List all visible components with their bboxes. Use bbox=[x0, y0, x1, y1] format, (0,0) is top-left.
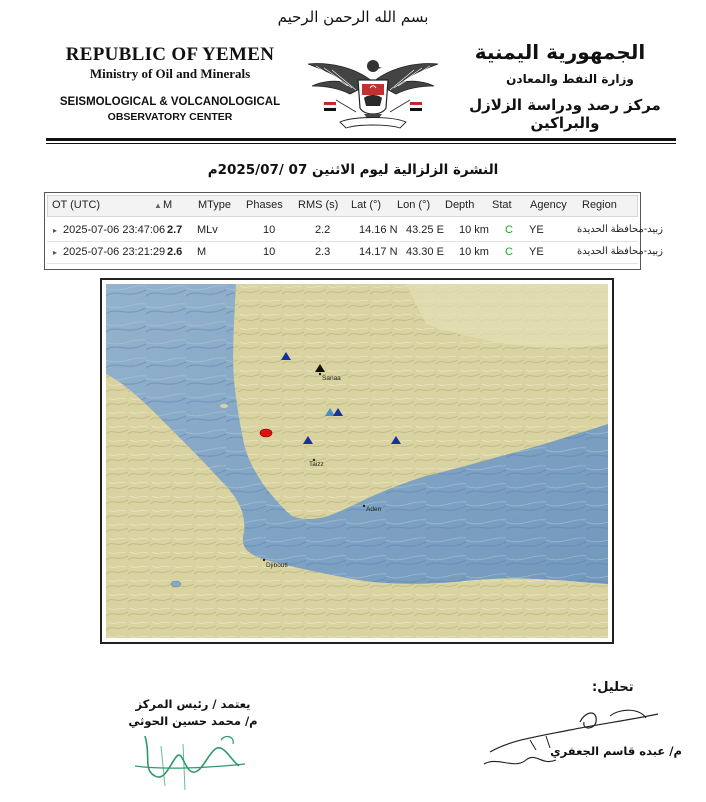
cell-rms: 2.3 bbox=[315, 246, 331, 258]
map-canvas bbox=[106, 284, 608, 638]
basmala: بسم الله الرحمن الرحيم bbox=[277, 8, 429, 26]
cell-ot: 2025-07-06 23:21:29 bbox=[63, 246, 166, 258]
col-region[interactable]: Region bbox=[582, 199, 617, 211]
expand-chevron-icon[interactable]: ▸ bbox=[53, 248, 58, 257]
cell-lat: 14.16 N bbox=[359, 224, 398, 236]
col-stat[interactable]: Stat bbox=[492, 199, 512, 211]
col-depth[interactable]: Depth bbox=[445, 199, 475, 211]
col-ot[interactable]: OT (UTC) bbox=[52, 199, 101, 211]
cell-depth: 10 km bbox=[459, 246, 489, 258]
country-name-en: REPUBLIC OF YEMEN bbox=[65, 44, 275, 65]
city-label-taizz: Taizz bbox=[309, 461, 324, 468]
col-phases[interactable]: Phases bbox=[246, 199, 283, 211]
col-mtype[interactable]: MType bbox=[198, 199, 232, 211]
cell-stat: C bbox=[505, 224, 513, 236]
header-rule-thick bbox=[46, 138, 676, 141]
epicenter-map[interactable] bbox=[100, 278, 614, 644]
director-name: م/ محمد حسين الحوثي bbox=[128, 714, 258, 728]
cell-lon: 43.25 E bbox=[406, 224, 444, 236]
director-signature bbox=[125, 726, 255, 796]
city-label-sanaa: Sanaa bbox=[322, 375, 341, 382]
col-m[interactable]: M bbox=[163, 199, 173, 211]
cell-lat: 14.17 N bbox=[359, 246, 398, 258]
col-rms[interactable]: RMS (s) bbox=[298, 199, 339, 211]
col-lon[interactable]: Lon (°) bbox=[397, 199, 431, 211]
epicenter-marker-icon[interactable] bbox=[260, 429, 272, 437]
table-row[interactable] bbox=[47, 221, 663, 242]
cell-depth: 10 km bbox=[459, 224, 489, 236]
table-row[interactable] bbox=[47, 243, 663, 264]
expand-chevron-icon[interactable]: ▸ bbox=[53, 226, 58, 235]
cell-stat: C bbox=[505, 246, 513, 258]
cell-lon: 43.30 E bbox=[406, 246, 444, 258]
bulletin-title: النشرة الزلزالية ليوم الاثنين 07 /2025/07م bbox=[207, 162, 499, 178]
cell-phases: 10 bbox=[263, 246, 276, 258]
yemen-eagle-emblem-icon bbox=[304, 52, 442, 134]
cell-phases: 10 bbox=[263, 224, 276, 236]
cell-region: زبيد-محافظة الحديدة bbox=[577, 224, 663, 235]
center-name-en-line1: SEISMOLOGICAL & VOLCANOLOGICAL bbox=[59, 96, 281, 108]
country-name-ar: الجمهورية اليمنية bbox=[474, 40, 646, 64]
cell-region: زبيد-محافظة الحديدة bbox=[577, 246, 663, 257]
cell-mtype: MLv bbox=[197, 224, 218, 236]
cell-m: 2.7 bbox=[167, 224, 183, 236]
col-lat[interactable]: Lat (°) bbox=[351, 199, 382, 211]
cell-mtype: M bbox=[197, 246, 207, 258]
city-label-djibouti: Djibouti bbox=[266, 562, 288, 569]
cell-m: 2.6 bbox=[167, 246, 183, 258]
cell-agency: YE bbox=[529, 246, 544, 258]
header-rule-thin bbox=[46, 143, 676, 144]
sort-up-icon[interactable]: ▲ bbox=[154, 201, 162, 210]
events-table bbox=[44, 192, 663, 270]
center-name-en-line2: OBSERVATORY CENTER bbox=[107, 111, 233, 123]
analyst-name: م/ عبده قاسم الجعفري bbox=[550, 744, 682, 758]
col-agency[interactable]: Agency bbox=[530, 199, 567, 211]
ministry-name-en: Ministry of Oil and Minerals bbox=[89, 66, 251, 81]
table-header bbox=[47, 195, 638, 217]
cell-ot: 2025-07-06 23:47:06 bbox=[63, 224, 166, 236]
analysis-label: تحليل: bbox=[592, 680, 634, 695]
cell-rms: 2.2 bbox=[315, 224, 331, 236]
center-name-ar: مركز رصد ودراسة الزلازل والبراكين bbox=[469, 96, 661, 132]
analyst-signature bbox=[470, 700, 670, 778]
approved-label: يعتمد / رئيس المركز bbox=[135, 697, 251, 711]
city-label-aden: Aden bbox=[366, 506, 382, 513]
ministry-name-ar: وزارة النفط والمعادن bbox=[506, 72, 634, 86]
cell-agency: YE bbox=[529, 224, 544, 236]
